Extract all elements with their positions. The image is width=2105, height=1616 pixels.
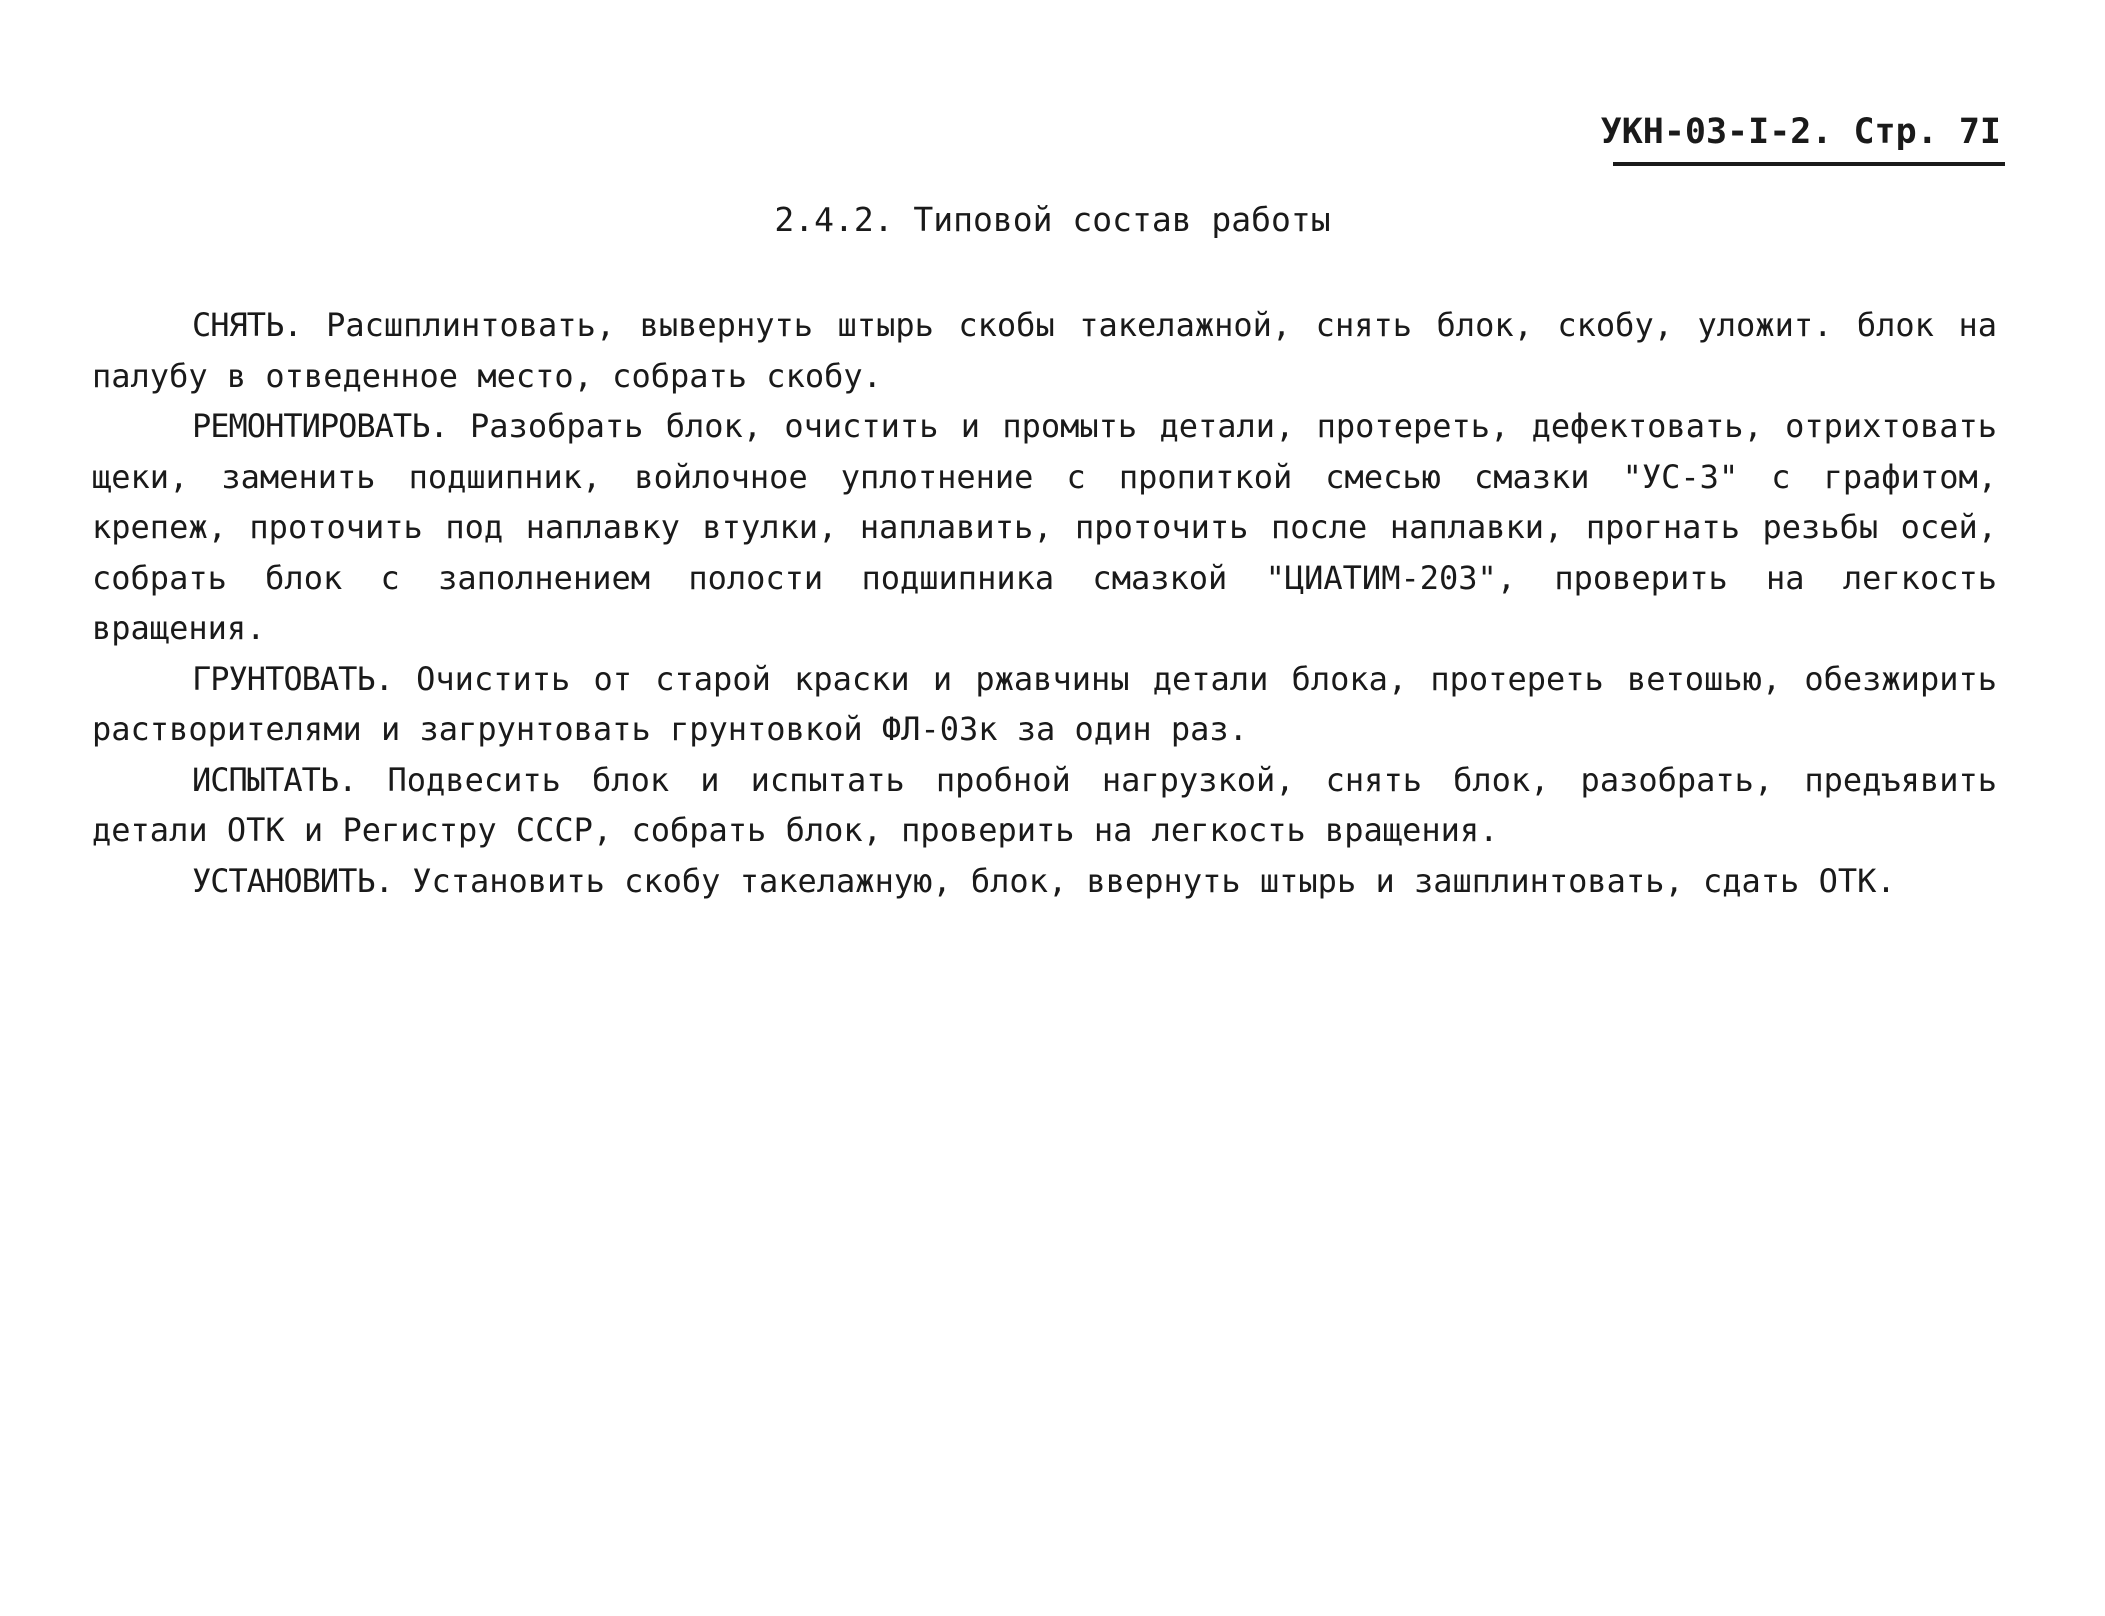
paragraph-install	[92, 856, 1997, 907]
paragraph-test	[92, 755, 1997, 856]
work-description	[92, 300, 1997, 906]
paragraph-label: РЕМОНТИРОВАТЬ.	[192, 407, 448, 445]
paragraph-text: Установить скобу такелажную, блок, ввернуть штырь и зашплинтовать, сдать ОТК.	[392, 861, 1896, 900]
paragraph-remove	[92, 300, 1997, 401]
paragraph-label: ИСПЫТАТЬ.	[192, 760, 357, 799]
paragraph-label: СНЯТЬ.	[192, 306, 302, 344]
paragraph-text: Расшплинтовать, вывернуть штырь скобы такелажной, снять блок, скобу, уложит. блок на палубу в отведенное место, собрать скобу.	[92, 306, 1997, 395]
document-code: УКН-03-I-2. Стр. 7I	[1600, 112, 2001, 152]
paragraph-text: Очистить от старой краски и ржавчины детали блока, протереть ветошью, обезжирить растворителями и загрунтовать грунтовкой ФЛ-03к за один раз.	[92, 659, 1997, 748]
section-title: 2.4.2. Типовой состав работы	[774, 200, 1331, 239]
paragraph-label: УСТАНОВИТЬ.	[192, 861, 393, 900]
paragraph-prime	[92, 654, 1997, 755]
paragraph-text: Подвесить блок и испытать пробной нагрузкой, снять блок, разобрать, предъявить детали ОТК и Регистру СССР, собрать блок, проверить на легкость вращения.	[92, 760, 1997, 849]
paragraph-label: ГРУНТОВАТЬ.	[192, 659, 393, 698]
paragraph-text: Разобрать блок, очистить и промыть детали, протереть, дефектовать, отрихтовать щеки, заменить подшипник, войлочное уплотнение с пропиткой смесью смазки "УС-3" с графитом, крепеж, проточить под наплавку втулки, наплавить, проточить после наплавки, прогнать резьбы осей, собрать блок с заполнением полости подшипника смазкой "ЦИАТИМ-203", проверить на легкость вращения.	[92, 407, 1997, 647]
paragraph-repair	[92, 401, 1997, 654]
document-code-underline	[1613, 162, 2005, 166]
